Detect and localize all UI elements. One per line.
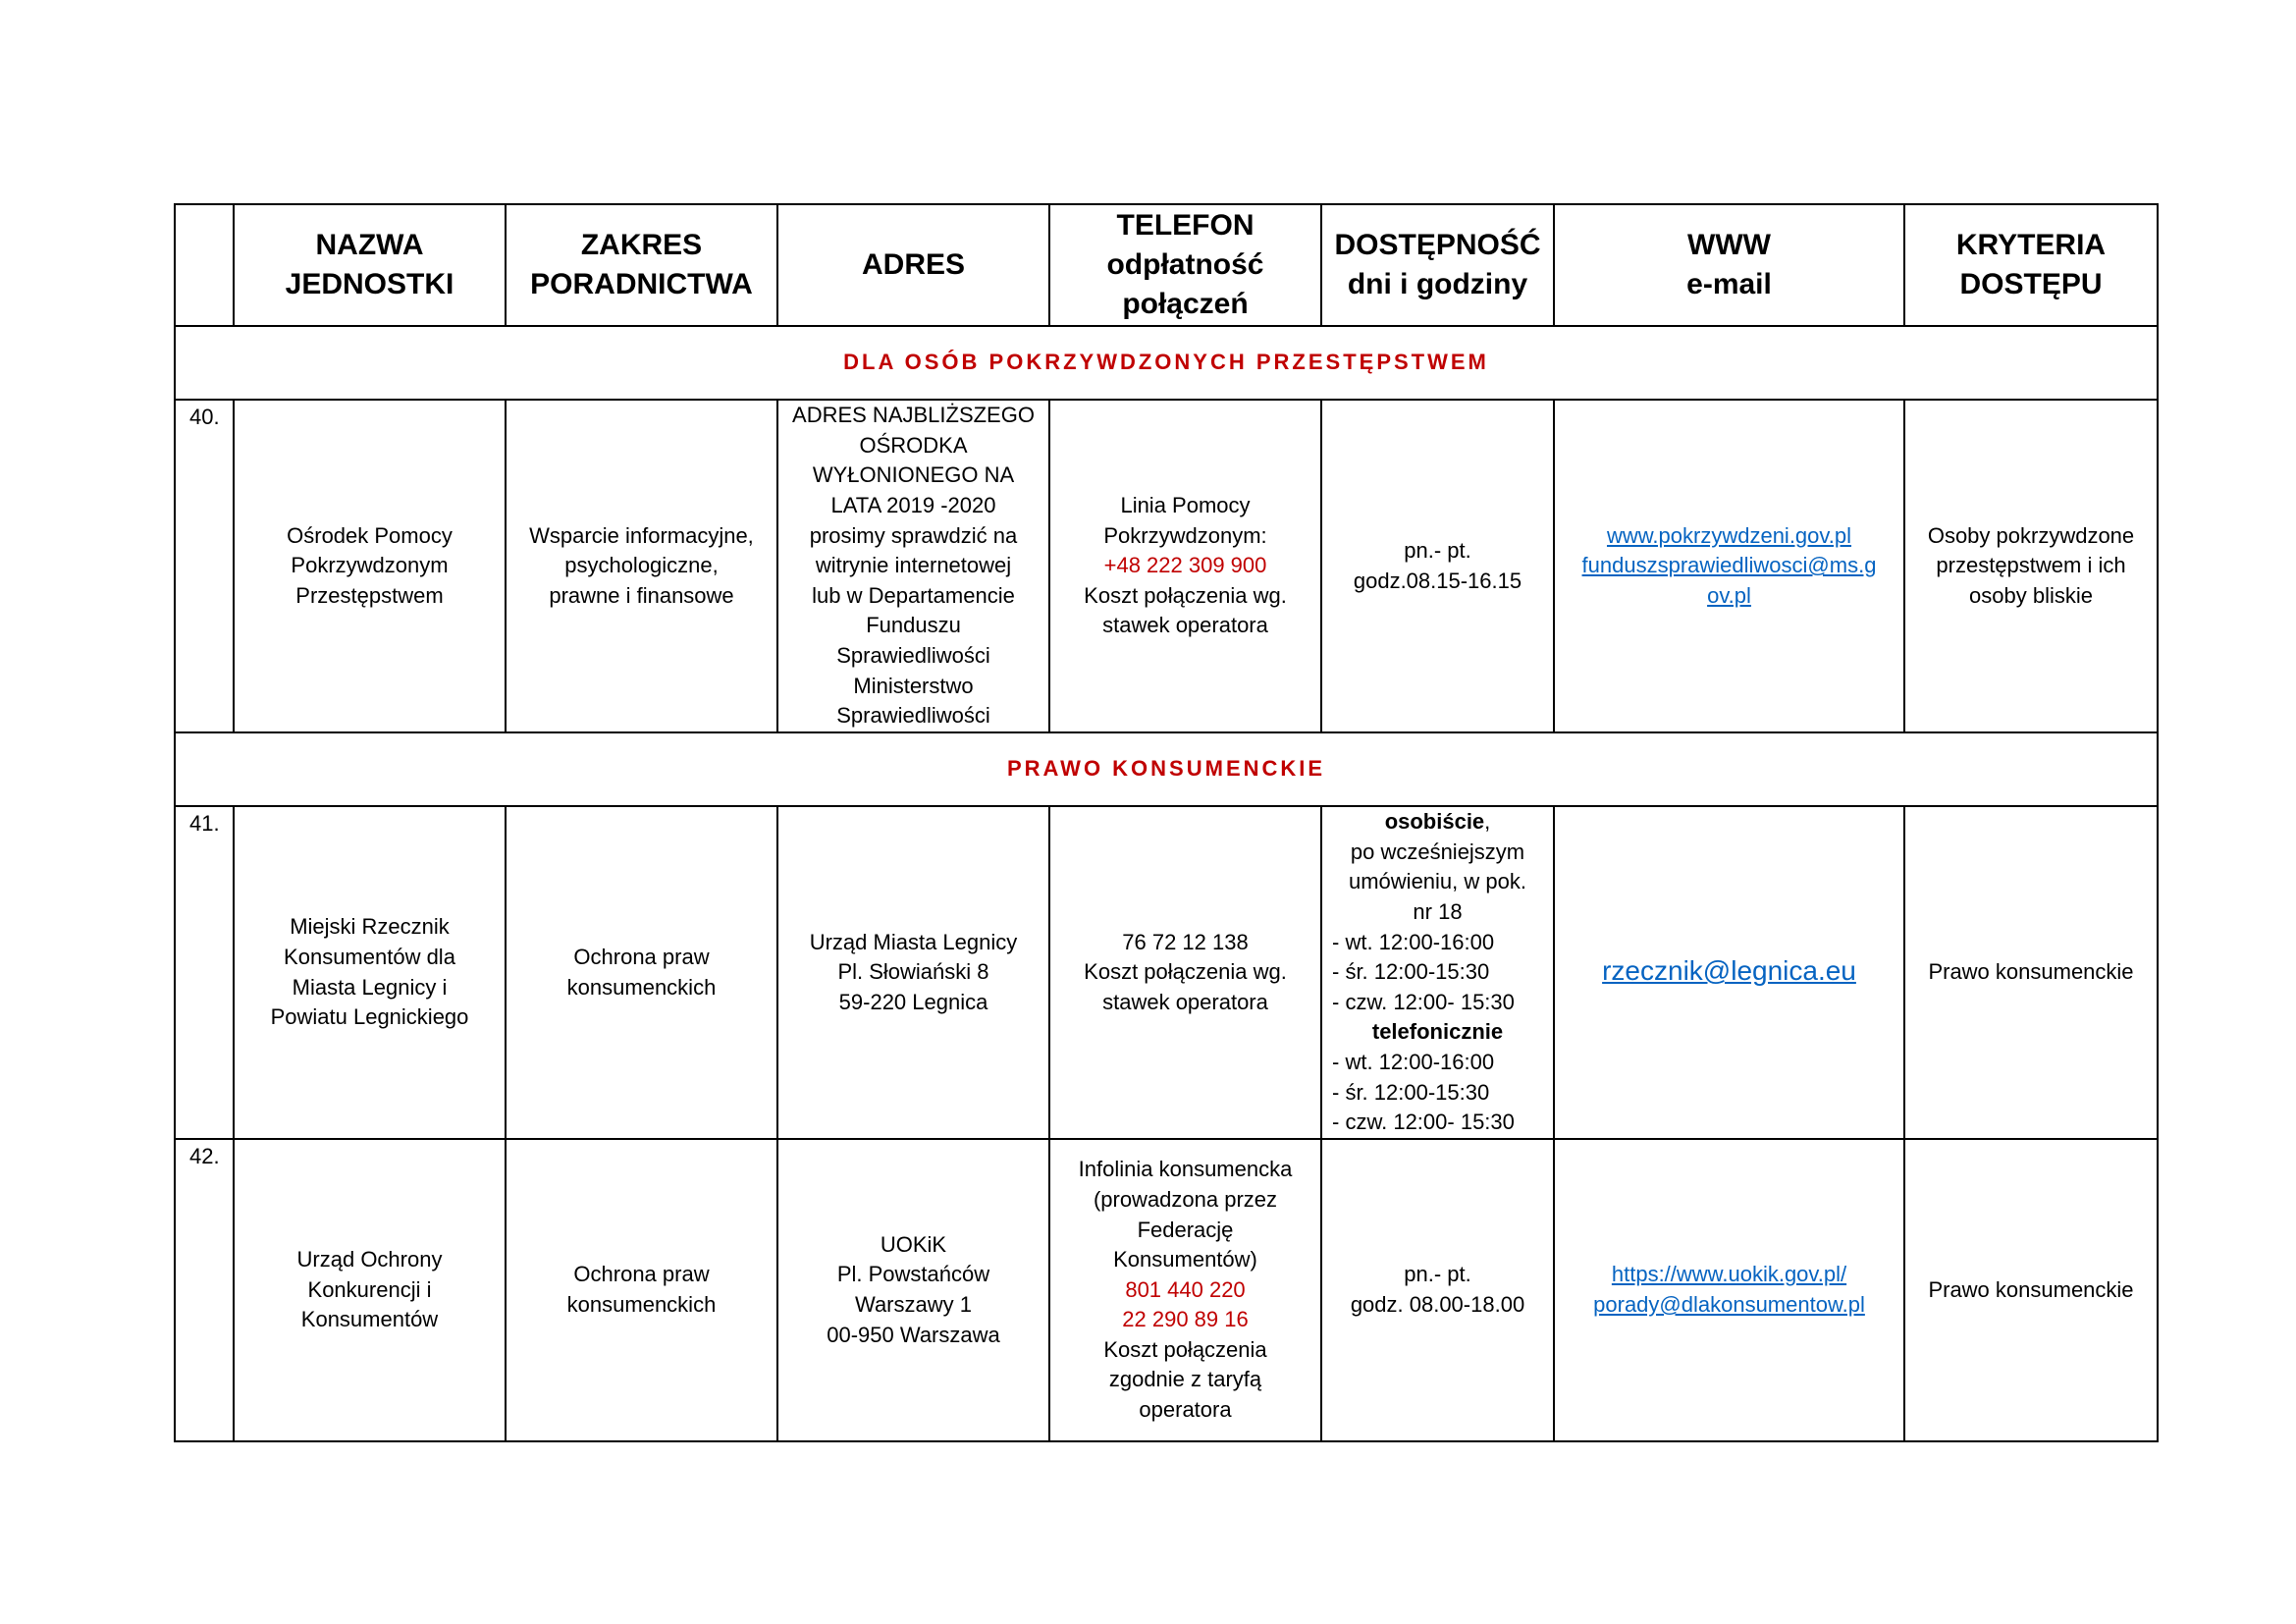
advice-scope: Ochrona praw konsumenckich bbox=[506, 806, 777, 1139]
website-link[interactable]: https://www.uokik.gov.pl/ bbox=[1611, 1262, 1847, 1287]
avail-phone-label: telefonicznie bbox=[1371, 1019, 1504, 1045]
phone-number: 801 440 220 bbox=[1125, 1276, 1246, 1302]
section-row-victims bbox=[175, 326, 2158, 400]
phone-number: +48 222 309 900 bbox=[1103, 553, 1267, 578]
header-adres: ADRES bbox=[777, 204, 1049, 326]
website-link[interactable]: www.pokrzywdzeni.gov.pl bbox=[1606, 522, 1852, 548]
unit-name: Urząd Ochrony Konkurencji i Konsumentów bbox=[234, 1139, 506, 1441]
phone: Linia Pomocy Pokrzywdzonym: +48 222 309 900 Koszt połączenia wg. stawek operatora bbox=[1049, 400, 1321, 732]
section-row-consumer bbox=[175, 732, 2158, 806]
access-criteria: Prawo konsumenckie bbox=[1904, 1139, 2158, 1441]
phone: 76 72 12 138 Koszt połączenia wg. stawek operatora bbox=[1049, 806, 1321, 1139]
email-link[interactable]: funduszsprawiedliwosci@ms.g ov.pl bbox=[1581, 553, 1877, 608]
address: Urząd Miasta Legnicy Pl. Słowiański 8 59-220 Legnica bbox=[777, 806, 1049, 1139]
avail-personal-label: osobiście bbox=[1384, 809, 1485, 835]
header-kryteria: KRYTERIA DOSTĘPU bbox=[1904, 204, 2158, 326]
availability: osobiście, po wcześniejszym umówieniu, w pok. nr 18 - wt. 12:00-16:00 - śr. 12:00-15:30 - czw. 12:00- 15:30 telefonicznie - wt. 12:00-16:00 - śr. 12:00-15:30 - czw. 12:00- 15:30 bbox=[1321, 806, 1554, 1139]
unit-name: Miejski Rzecznik Konsumentów dla Miasta Legnicy i Powiatu Legnickiego bbox=[234, 806, 506, 1139]
row-number: 41. bbox=[175, 806, 234, 1139]
header-telefon: TELEFON odpłatność połączeń bbox=[1049, 204, 1321, 326]
phone-number: 22 290 89 16 bbox=[1122, 1307, 1249, 1332]
www-email bbox=[1554, 1139, 1904, 1441]
www-email bbox=[1554, 400, 1904, 732]
phone: Infolinia konsumencka (prowadzona przez Federację Konsumentów) 801 440 220 22 290 89 16 Koszt połączenia zgodnie z taryfą operatora bbox=[1049, 1139, 1321, 1441]
table-row bbox=[175, 806, 2158, 1139]
header-num bbox=[175, 204, 234, 326]
unit-name: Ośrodek Pomocy Pokrzywdzonym Przestępstwem bbox=[234, 400, 506, 732]
row-number: 42. bbox=[175, 1139, 234, 1441]
header-row bbox=[175, 204, 2158, 326]
advice-scope: Wsparcie informacyjne, psychologiczne, prawne i finansowe bbox=[506, 400, 777, 732]
www-email bbox=[1554, 806, 1904, 1139]
access-criteria: Osoby pokrzywdzone przestępstwem i ich osoby bliskie bbox=[1904, 400, 2158, 732]
availability: pn.- pt. godz.08.15-16.15 bbox=[1321, 400, 1554, 732]
availability: pn.- pt. godz. 08.00-18.00 bbox=[1321, 1139, 1554, 1441]
email-link[interactable]: rzecznik@legnica.eu bbox=[1602, 955, 1856, 987]
header-dostepnosc: DOSTĘPNOŚĆ dni i godziny bbox=[1321, 204, 1554, 326]
services-table bbox=[174, 203, 2159, 1442]
address: ADRES NAJBLIŻSZEGO OŚRODKA WYŁONIONEGO NA LATA 2019 -2020 prosimy sprawdzić na witrynie internetowej lub w Departamencie Funduszu Sprawiedliwości Ministerstwo Sprawiedliwości bbox=[777, 400, 1049, 732]
advice-scope: Ochrona praw konsumenckich bbox=[506, 1139, 777, 1441]
table-row bbox=[175, 1139, 2158, 1441]
address: UOKiK Pl. Powstańców Warszawy 1 00-950 Warszawa bbox=[777, 1139, 1049, 1441]
header-nazwa: NAZWA JEDNOSTKI bbox=[234, 204, 506, 326]
header-zakres: ZAKRES PORADNICTWA bbox=[506, 204, 777, 326]
row-number: 40. bbox=[175, 400, 234, 732]
header-www: WWW e-mail bbox=[1554, 204, 1904, 326]
section-title-consumer: PRAWO KONSUMENCKIE bbox=[175, 732, 2158, 806]
section-title-victims: DLA OSÓB POKRZYWDZONYCH PRZESTĘPSTWEM bbox=[175, 326, 2158, 400]
email-link[interactable]: porady@dlakonsumentow.pl bbox=[1593, 1292, 1865, 1317]
access-criteria: Prawo konsumenckie bbox=[1904, 806, 2158, 1139]
table-row bbox=[175, 400, 2158, 732]
